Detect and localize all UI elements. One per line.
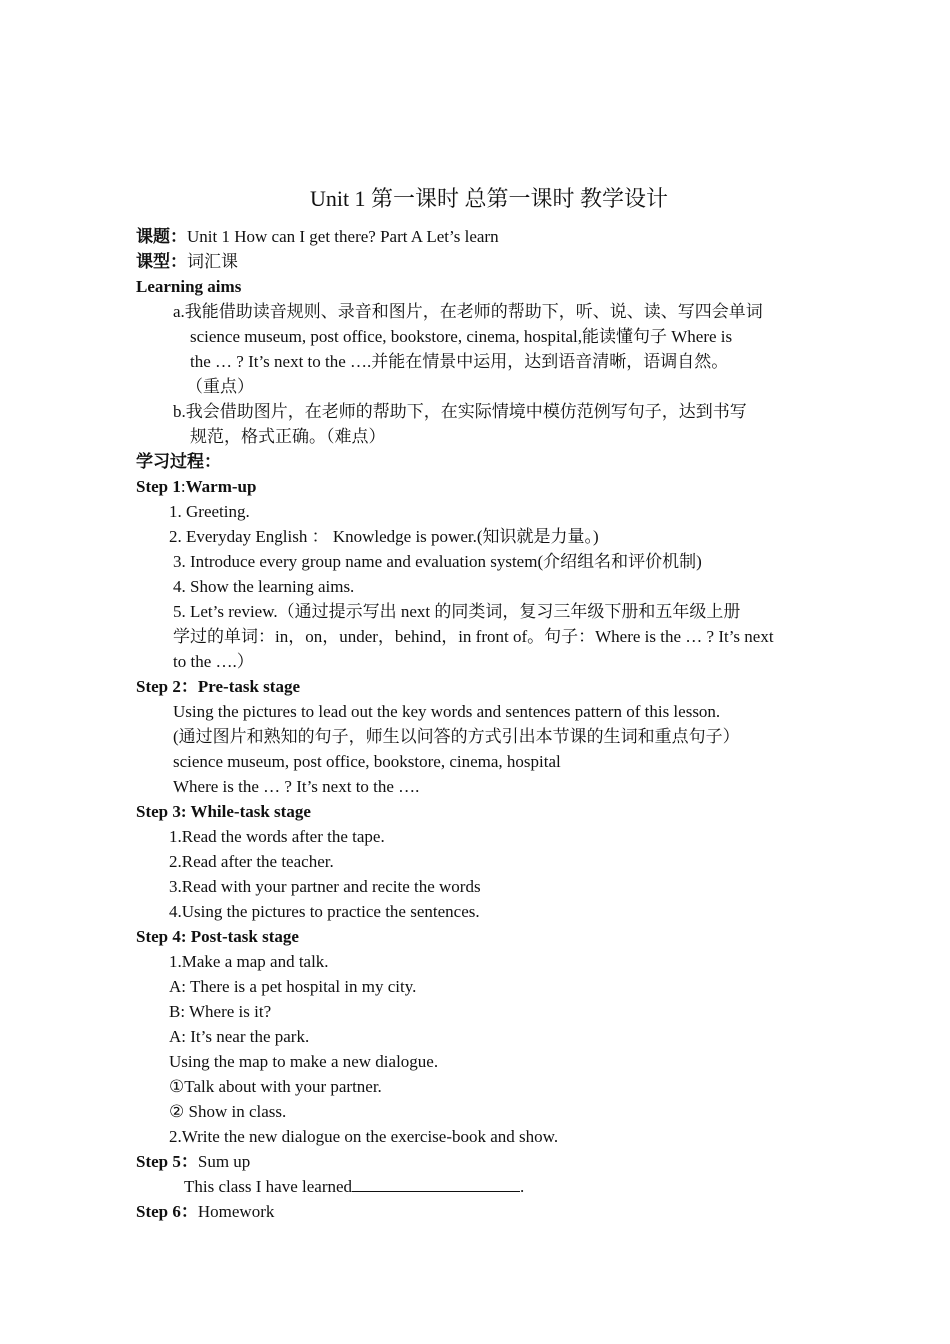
step1-label: Step 1	[136, 477, 181, 496]
step4-item-7: ② Show in class.	[169, 1102, 287, 1121]
aim-a-line-1: a.我能借助读音规则、录音和图片，在老师的帮助下，听、说、读、写四会单词	[173, 302, 763, 321]
type-label: 课型	[136, 252, 170, 271]
step3-item-3: 3.Read with your partner and recite the words	[169, 877, 481, 896]
step4-item-1: 1.Make a map and talk.	[169, 952, 329, 971]
step5-line	[184, 1174, 524, 1199]
step6-heading	[136, 1199, 274, 1224]
step5-line-prefix: This class I have learned	[184, 1177, 353, 1196]
step1-sep: :	[180, 477, 186, 496]
step4-item-2: A: There is a pet hospital in my city.	[169, 977, 417, 996]
step3-item-1: 1.Read the words after the tape.	[169, 827, 385, 846]
fill-in-blank	[352, 1176, 520, 1192]
process-heading: 学习过程：	[136, 452, 221, 471]
step4-item-6: ①Talk about with your partner.	[169, 1077, 382, 1096]
step5-name: Sum up	[197, 1152, 251, 1171]
step6-label: Step 6：	[136, 1202, 198, 1221]
step1-item-5-cont-1: 学过的单词：in，on，under，behind，in front of。句子：Where is the … ? It’s next	[173, 627, 774, 646]
step2-item-3: science museum, post office, bookstore, cinema, hospital	[173, 752, 561, 771]
type-row: 课型：词汇课	[136, 252, 238, 271]
aim-a-line-4: （重点）	[186, 377, 254, 396]
step2-item-2: (通过图片和熟知的句子，师生以问答的方式引出本节课的生词和重点句子）	[173, 727, 740, 746]
step1-item-4: 4. Show the learning aims.	[173, 577, 355, 596]
type-value: 词汇课	[187, 252, 238, 271]
aim-a-line-3: the … ? It’s next to the ….并能在情景中运用，达到语音清晰，语调自然。	[190, 352, 729, 371]
aim-a-line-2: science museum, post office, bookstore, cinema, hospital,能读懂句子 Where is	[190, 327, 733, 346]
step2-item-1: Using the pictures to lead out the key words and sentences pattern of this lesson.	[173, 702, 721, 721]
step2-item-4: Where is the … ? It’s next to the ….	[173, 777, 420, 796]
aim-b-line-2: 规范，格式正确。（难点）	[190, 427, 386, 446]
step1-name: Warm-up	[185, 477, 257, 496]
topic-row: 课题：Unit 1 How can I get there? Part A Let’s learn	[136, 227, 499, 246]
document-title: Unit 1 第一课时 总第一课时 教学设计	[309, 186, 669, 211]
step3-item-4: 4.Using the pictures to practice the sentences.	[169, 902, 480, 921]
topic-value: Unit 1 How can I get there? Part A Let’s learn	[187, 227, 499, 246]
aim-b-line-1: b.我会借助图片，在老师的帮助下，在实际情境中模仿范例写句子，达到书写	[173, 402, 747, 421]
step1-item-2: 2. Everyday English ： Knowledge is power.(知识就是力量。)	[169, 527, 599, 546]
step4-item-8: 2.Write the new dialogue on the exercise-book and show.	[169, 1127, 559, 1146]
step1-heading	[136, 474, 256, 499]
step2-heading: Step 2：Pre-task stage	[136, 677, 300, 696]
step1-item-5-cont-2: to the ….）	[173, 652, 254, 671]
topic-label: 课题	[136, 227, 170, 246]
step5-line-suffix: .	[520, 1177, 525, 1196]
step4-item-3: B: Where is it?	[169, 1002, 272, 1021]
step1-item-1: 1. Greeting.	[169, 502, 250, 521]
step3-item-2: 2.Read after the teacher.	[169, 852, 334, 871]
step4-heading: Step 4: Post-task stage	[136, 927, 299, 946]
learning-aims-heading: Learning aims	[136, 277, 242, 296]
step5-label: Step 5：	[136, 1152, 198, 1171]
step1-item-5: 5. Let’s review.（通过提示写出 next 的同类词，复习三年级下册和五年级上册	[173, 602, 741, 621]
step3-heading: Step 3: While-task stage	[136, 802, 311, 821]
step4-item-5: Using the map to make a new dialogue.	[169, 1052, 439, 1071]
step5-heading	[136, 1149, 250, 1174]
step4-item-4: A: It’s near the park.	[169, 1027, 310, 1046]
step1-item-3: 3. Introduce every group name and evaluation system(介绍组名和评价机制)	[173, 552, 702, 571]
step6-name: Homework	[197, 1202, 275, 1221]
